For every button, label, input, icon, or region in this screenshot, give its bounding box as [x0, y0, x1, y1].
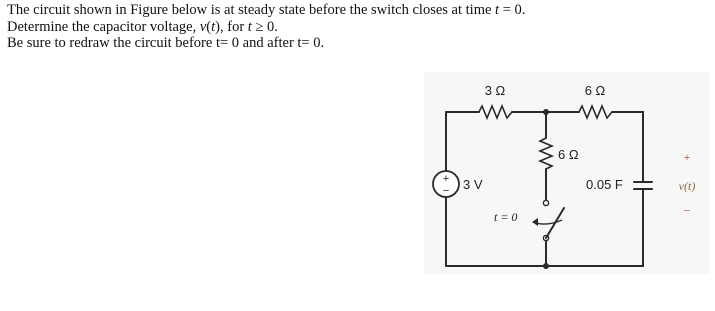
problem-statement	[7, 2, 707, 52]
problem-line-1-text: The circuit shown in Figure below is at steady state before the switch closes at time	[7, 2, 496, 18]
resistor-6ohm-top-label: 6 Ω	[584, 83, 606, 98]
resistor-6ohm-top	[579, 106, 612, 118]
resistor-3ohm-label: 3 Ω	[484, 83, 506, 98]
vout-minus-sign: –	[684, 202, 690, 216]
time-variable: t	[211, 18, 216, 35]
problem-line-2-text: Determine the capacitor voltage,	[7, 18, 200, 35]
voltage-variable: v	[199, 18, 207, 35]
time-variable: t	[495, 2, 500, 18]
switch-arrow-head	[532, 218, 538, 226]
switch-label: t = 0	[494, 210, 518, 224]
resistor-6ohm-middle	[540, 138, 552, 169]
switch-terminal-top	[543, 200, 548, 205]
circuit-figure	[424, 72, 710, 274]
source-voltage-label: 3 V	[463, 177, 483, 192]
source-minus-sign: −	[442, 185, 450, 197]
problem-line-3: Be sure to redraw the circuit before t= 0 and after t= 0.	[7, 35, 325, 51]
time-variable: t	[247, 18, 252, 35]
paren-open: (	[206, 18, 212, 35]
problem-line-2-end: ≥ 0.	[251, 18, 278, 35]
circuit-diagram	[424, 72, 710, 274]
capacitor-label: 0.05 F	[586, 177, 623, 192]
resistor-3ohm	[479, 106, 512, 118]
problem-line-2	[7, 19, 707, 36]
vout-label: v(t)	[678, 179, 696, 193]
resistor-6ohm-middle-label: 6 Ω	[558, 147, 579, 162]
problem-line-1-end: = 0.	[499, 2, 526, 18]
problem-line-2-mid: ), for	[215, 18, 248, 35]
source-plus-sign: +	[442, 173, 450, 185]
vout-plus-sign: +	[683, 150, 691, 164]
problem-line-1	[7, 2, 707, 19]
node-bottom-middle	[543, 263, 549, 269]
